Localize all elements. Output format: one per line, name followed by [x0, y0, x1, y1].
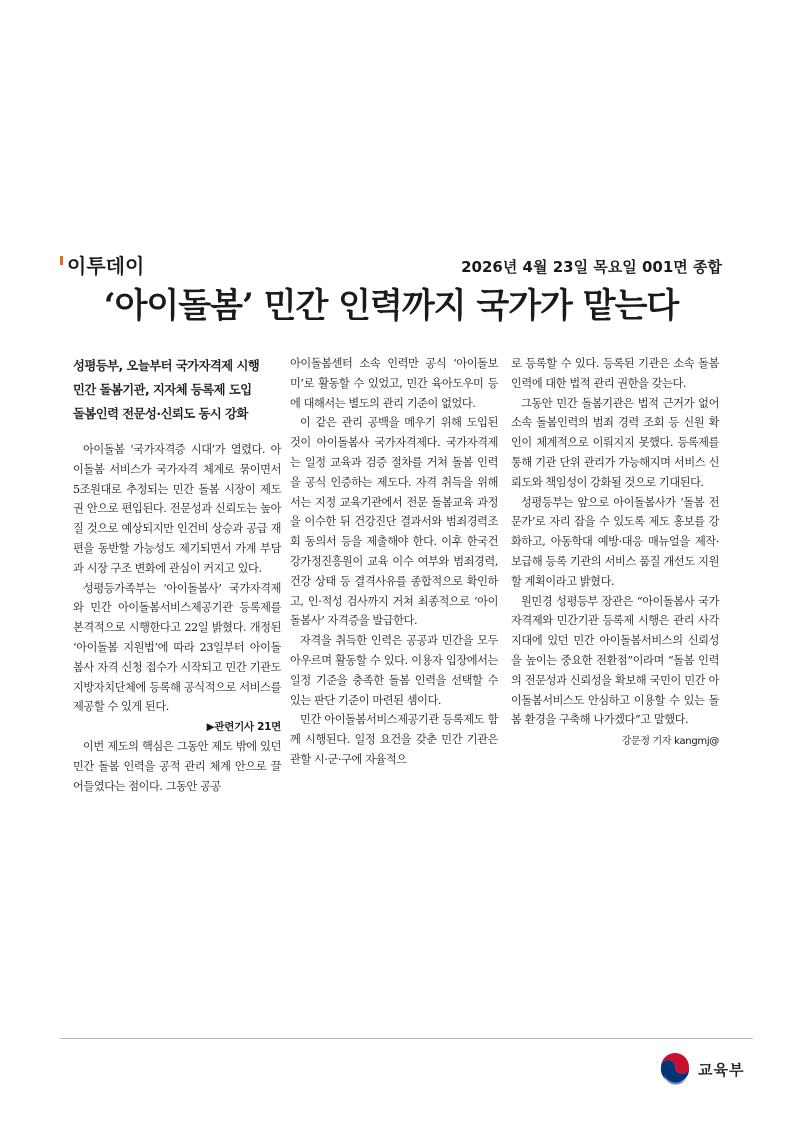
paragraph: 아이돌봄 ‘국가자격증 시대’가 열렸다. 아이돌봄 서비스가 국가자격 체계로 묶이면서 5조원대로 추정되는 민간 돌봄 시장이 제도권 안으로 편입된다. 전문성과 신뢰도는 높아질 것으로 예상되지만 인건비 상승과 공급 재편을 동반할 가능성도 제기되면서 가계 부담과 시장 구조 변화에 관심이 커지고 있다.	[73, 443, 281, 575]
taegeuk-icon	[658, 1053, 692, 1087]
paragraph: 원민경 성평등부 장관은 “아이돌봄사 국가자격제와 민간기관 등록제 시행은 관리 사각지대에 있던 민간 아이돌봄서비스의 신뢰성을 높이는 중요한 전환점”이라며 “돌봄 인력의 전문성과 신뢰성을 확보해 국민이 민간 아이돌봄서비스도 안심하고 이용할 수 있는 돌봄 환경을 구축해 나가겠다”고 말했다.	[511, 594, 719, 727]
paragraph: 그동안 민간 돌봄기관은 법적 근거가 없어 소속 돌봄인력의 범죄 경력 조회 등 신원 확인이 체계적으로 이뤄지지 못했다. 등록제를 통해 기관 단위 관리가 가능해지며 서비스 신뢰도와 책임성이 강화될 것으로 기대된다.	[511, 396, 719, 489]
article-column-3	[511, 354, 719, 752]
article-header	[60, 254, 722, 280]
ministry-name: 교육부	[698, 1061, 745, 1079]
paragraph: 자격을 취득한 인력은 공공과 민간을 모두 아우르며 활동할 수 있다. 이용자 입장에서는 일정 기준을 충족한 돌봄 인력을 선택할 수 있는 판단 기준이 마련된 셈이다.	[290, 634, 498, 707]
subheads	[73, 354, 281, 426]
article-column-1	[73, 354, 281, 797]
subhead: 민간 돌봄기관, 지자체 등록제 도입	[73, 383, 252, 397]
byline: 강문정 기자 kangmj@	[621, 736, 719, 748]
paragraph: 이 같은 관리 공백을 메우기 위해 도입된 것이 아이돌봄사 국가자격제다. 국가자격제는 일정 교육과 검증 절차를 거쳐 돌봄 인력을 공식 인증하는 제도다. 자격 취득을 위해서는 지정 교육기관에서 전문 돌봄교육 과정을 이수한 뒤 건강진단 결과서와 범죄경력조회 동의서 등을 제출해야 한다. 이후 한국건강가정진흥원이 교육 이수 여부와 범죄경력, 건강 상태 등 결격사유를 종합적으로 확인하고, 인·적성 검사까지 거쳐 최종적으로 ‘아이돌봄사’ 자격증을 발급한다.	[290, 416, 498, 628]
related-article-reference: ▶관련기사 21면	[206, 721, 281, 734]
article-column-2	[290, 354, 498, 770]
ministry-logo	[658, 1050, 758, 1090]
paragraph: 이번 제도의 핵심은 그동안 제도 밖에 있던 민간 돌봄 인력을 공적 관리 체계 안으로 끌어들였다는 점이다. 그동안 공공	[73, 740, 281, 793]
dateline: 2026년 4월 23일 목요일 001면 종합	[461, 258, 722, 276]
paragraph: 성평등가족부는 ‘아이돌봄사’ 국가자격제와 민간 아이돌봄서비스제공기관 등록제를 본격적으로 시행한다고 22일 밝혔다. 개정된 ‘아이돌봄 지원법’에 따라 23일부터 아이돌봄사 자격 신청 접수가 시작되고 민간 기관도 지방자치단체에 등록해 공식적으로 서비스를 제공할 수 있게 된다.	[73, 581, 281, 714]
paragraph: 아이돌봄센터 소속 인력만 공식 ‘아이돌보미’로 활동할 수 있었고, 민간 육아도우미 등에 대해서는 별도의 관리 기준이 없었다.	[290, 357, 498, 410]
paragraph: 민간 아이돌봄서비스제공기관 등록제도 함께 시행된다. 일정 요건을 갖춘 민간 기관은 관할 시·군·구에 자율적으	[290, 713, 498, 766]
subhead: 돌봄인력 전문성·신뢰도 동시 강화	[73, 407, 248, 421]
newspaper-masthead: 이투데이	[67, 254, 145, 278]
subhead: 성평등부, 오늘부터 국가자격제 시행	[73, 359, 260, 373]
headline: ‘아이돌봄’ 민간 인력까지 국가가 맡는다	[103, 286, 679, 326]
footer-divider	[60, 1038, 753, 1039]
paragraph: 로 등록할 수 있다. 등록된 기관은 소속 돌봄 인력에 대한 법적 관리 권한을 갖는다.	[511, 357, 719, 390]
paragraph: 성평등부는 앞으로 아이돌봄사가 ‘돌봄 전문가’로 자리 잡을 수 있도록 제도 홍보를 강화하고, 아동학대 예방·대응 매뉴얼을 제작·보급해 등록 기관의 서비스 품질 개선도 지원할 계획이라고 밝혔다.	[511, 495, 719, 588]
